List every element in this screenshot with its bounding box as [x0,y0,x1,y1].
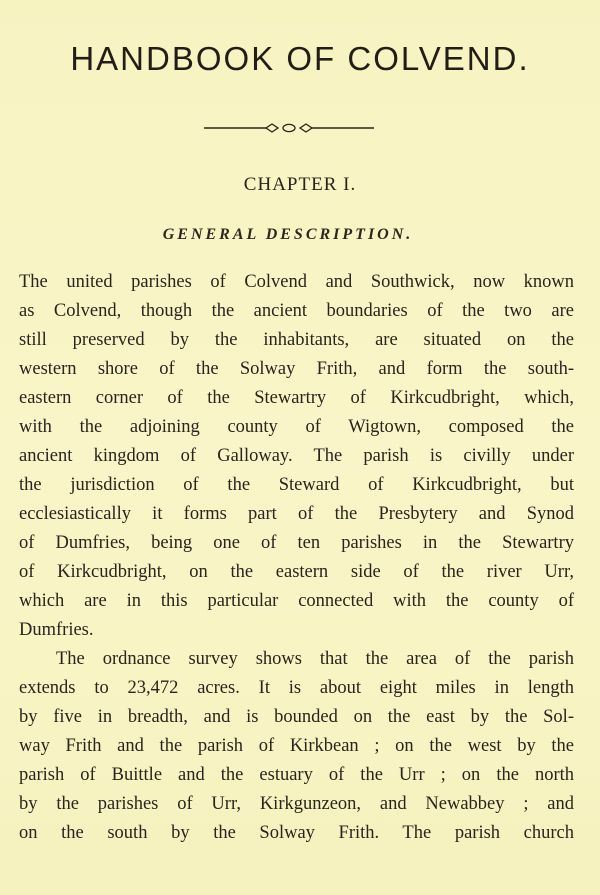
text-line: the jurisdiction of the Steward of Kirkcudbright, but [19,475,574,495]
text-line: ecclesiastically it forms part of the Presbytery and Synod [19,504,574,524]
text-line: as Colvend, though the ancient boundaries of the two are [19,301,574,321]
text-line: The united parishes of Colvend and Southwick, now known [19,272,574,292]
divider-ornament-icon [204,120,374,136]
body-text [19,268,574,848]
text-line: ancient kingdom of Galloway. The parish is civilly under [19,446,574,466]
text-line: way Frith and the parish of Kirkbean ; on the west by the [19,736,574,756]
text-line: with the adjoining county of Wigtown, composed the [19,417,574,437]
section-subtitle: GENERAL DESCRIPTION. [162,226,414,243]
text-line: by five in breadth, and is bounded on the east by the Sol- [19,707,574,727]
text-line: of Dumfries, being one of ten parishes in the Stewartry [19,533,574,553]
text-line: of Kirkcudbright, on the eastern side of the river Urr, [19,562,574,582]
text-line: western shore of the Solway Frith, and form the south- [19,359,574,379]
page-title: HANDBOOK OF COLVEND. [70,40,530,77]
text-line: Dumfries. [19,620,94,640]
chapter-heading: CHAPTER I. [243,174,357,195]
text-line: The ordnance survey shows that the area of the parish [56,649,574,669]
text-line: still preserved by the inhabitants, are situated on the [19,330,574,350]
text-line: by the parishes of Urr, Kirkgunzeon, and Newabbey ; and [19,794,574,814]
text-line: eastern corner of the Stewartry of Kirkcudbright, which, [19,388,574,408]
text-line: which are in this particular connected with the county of [19,591,574,611]
text-line: parish of Buittle and the estuary of the Urr ; on the north [19,765,574,785]
text-line: on the south by the Solway Frith. The parish church [19,823,574,843]
text-line: extends to 23,472 acres. It is about eight miles in length [19,678,574,698]
